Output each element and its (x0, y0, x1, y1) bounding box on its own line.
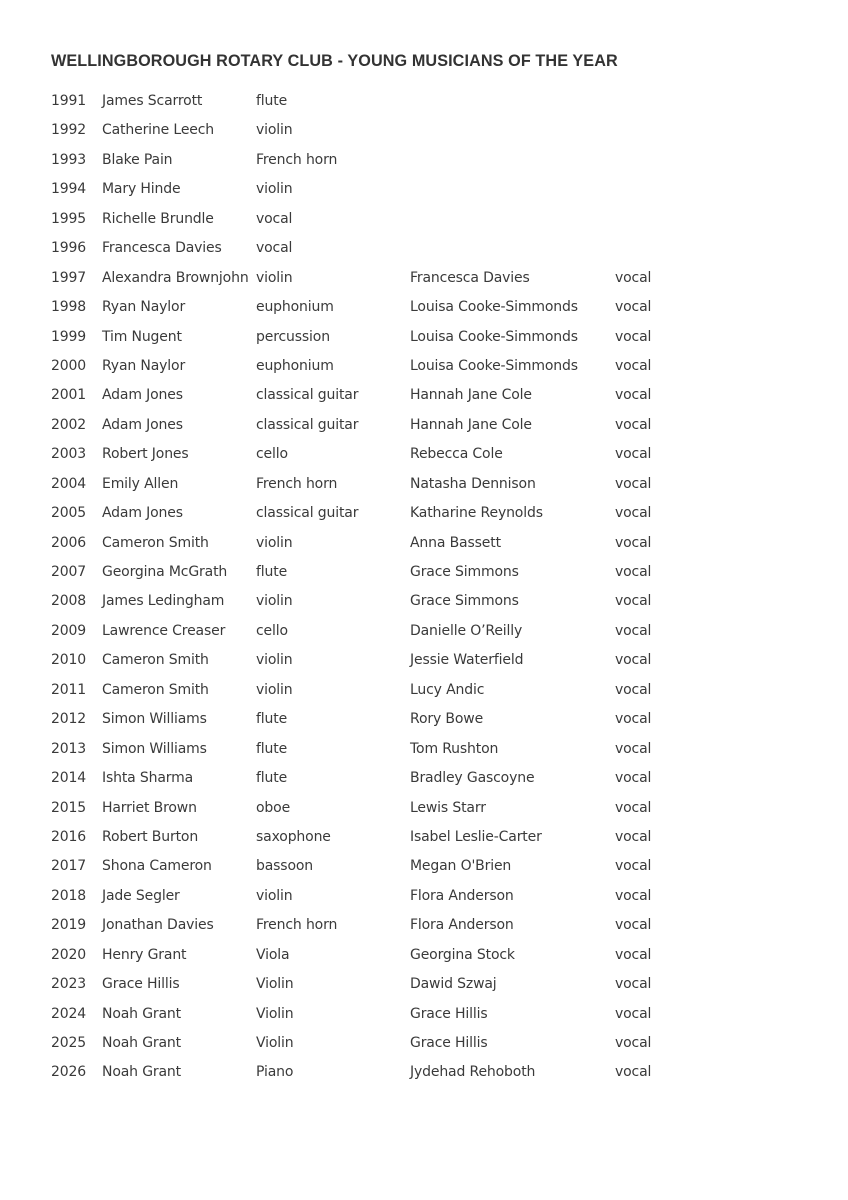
winner-name-cell: Jonathan Davies (102, 917, 214, 934)
vocal-winner-name-cell: Jydehad Rehoboth (410, 1064, 536, 1081)
instrument-cell: Violin (256, 1005, 294, 1022)
year-cell: 2008 (51, 593, 87, 610)
vocal-winner-name-cell: Katharine Reynolds (410, 505, 543, 522)
winner-name-cell: Richelle Brundle (102, 210, 214, 227)
vocal-winner-name-cell: Francesca Davies (410, 269, 530, 286)
year-cell: 1998 (51, 299, 87, 316)
instrument-cell: French horn (256, 475, 338, 492)
winner-name-cell: Catherine Leech (102, 122, 215, 139)
vocal-category-cell: vocal (615, 446, 652, 463)
vocal-category-cell: vocal (615, 475, 652, 492)
year-cell: 1994 (51, 181, 87, 198)
table-row (0, 175, 848, 204)
table-row (0, 558, 848, 587)
vocal-winner-name-cell: Danielle O’Reilly (410, 622, 523, 639)
winner-name-cell: Henry Grant (102, 946, 187, 963)
year-cell: 2023 (51, 976, 87, 993)
winner-name-cell: Ryan Naylor (102, 299, 186, 316)
instrument-cell: French horn (256, 151, 338, 168)
instrument-cell: vocal (256, 210, 293, 227)
winner-name-cell: Noah Grant (102, 1005, 181, 1022)
table-row (0, 823, 848, 852)
vocal-category-cell: vocal (615, 976, 652, 993)
vocal-category-cell: vocal (615, 534, 652, 551)
instrument-cell: flute (256, 711, 288, 728)
winner-name-cell: James Ledingham (102, 593, 225, 610)
winner-name-cell: Jade Segler (102, 887, 180, 904)
vocal-winner-name-cell: Grace Simmons (410, 593, 519, 610)
instrument-cell: Violin (256, 976, 294, 993)
table-row (0, 941, 848, 970)
table-row (0, 1000, 848, 1029)
winner-name-cell: Ishta Sharma (102, 770, 194, 787)
vocal-winner-name-cell: Rebecca Cole (410, 446, 503, 463)
table-row (0, 882, 848, 911)
vocal-category-cell: vocal (615, 299, 652, 316)
table-row (0, 617, 848, 646)
vocal-winner-name-cell: Anna Bassett (410, 534, 501, 551)
vocal-category-cell: vocal (615, 917, 652, 934)
year-cell: 2018 (51, 887, 87, 904)
instrument-cell: violin (256, 534, 293, 551)
year-cell: 2011 (51, 681, 87, 698)
table-row (0, 470, 848, 499)
year-cell: 1993 (51, 151, 87, 168)
year-cell: 2005 (51, 505, 87, 522)
instrument-cell: classical guitar (256, 505, 359, 522)
vocal-category-cell: vocal (615, 711, 652, 728)
instrument-cell: percussion (256, 328, 330, 345)
table-row (0, 264, 848, 293)
year-cell: 1992 (51, 122, 87, 139)
instrument-cell: violin (256, 269, 293, 286)
table-row (0, 794, 848, 823)
vocal-category-cell: vocal (615, 1035, 652, 1051)
vocal-category-cell: vocal (615, 652, 652, 669)
year-cell: 2017 (51, 858, 87, 875)
year-cell: 2013 (51, 740, 87, 757)
vocal-winner-name-cell: Hannah Jane Cole (410, 416, 532, 433)
table-row (0, 440, 848, 469)
vocal-winner-name-cell: Bradley Gascoyne (410, 770, 535, 787)
vocal-category-cell: vocal (615, 740, 652, 757)
table-row (0, 911, 848, 940)
year-cell: 1996 (51, 240, 87, 257)
table-row (0, 205, 848, 234)
year-cell: 2025 (51, 1035, 87, 1051)
winner-name-cell: Blake Pain (102, 151, 173, 168)
winner-name-cell: Cameron Smith (102, 534, 209, 551)
year-cell: 2012 (51, 711, 87, 728)
vocal-category-cell: vocal (615, 564, 652, 580)
vocal-category-cell: vocal (615, 1064, 652, 1081)
year-cell: 2020 (51, 946, 87, 963)
page-title: WELLINGBOROUGH ROTARY CLUB - YOUNG MUSICIANS OF THE YEAR (51, 52, 618, 70)
table-row (0, 352, 848, 381)
table-row (0, 529, 848, 558)
winner-name-cell: Mary Hinde (102, 181, 181, 198)
instrument-cell: violin (256, 122, 293, 139)
table-row (0, 323, 848, 352)
instrument-cell: euphonium (256, 357, 334, 374)
instrument-cell: flute (256, 740, 288, 757)
winner-name-cell: Noah Grant (102, 1035, 181, 1051)
winner-name-cell: Adam Jones (102, 387, 183, 404)
year-cell: 2024 (51, 1005, 87, 1022)
winner-name-cell: Shona Cameron (102, 858, 212, 875)
vocal-winner-name-cell: Hannah Jane Cole (410, 387, 532, 404)
year-cell: 2014 (51, 770, 87, 787)
winner-name-cell: Alexandra Brownjohn (102, 269, 249, 286)
table-row (0, 676, 848, 705)
instrument-cell: Piano (256, 1064, 294, 1081)
vocal-winner-name-cell: Louisa Cooke-Simmonds (410, 357, 578, 374)
table-row (0, 1058, 848, 1087)
winners-table (0, 87, 848, 1088)
vocal-category-cell: vocal (615, 269, 652, 286)
instrument-cell: flute (256, 564, 288, 580)
table-row (0, 705, 848, 734)
table-row (0, 1029, 848, 1058)
instrument-cell: violin (256, 652, 293, 669)
table-row (0, 293, 848, 322)
year-cell: 2001 (51, 387, 87, 404)
table-row (0, 87, 848, 116)
vocal-category-cell: vocal (615, 328, 652, 345)
table-row (0, 764, 848, 793)
vocal-winner-name-cell: Grace Hillis (410, 1005, 488, 1022)
year-cell: 2009 (51, 622, 87, 639)
year-cell: 1995 (51, 210, 87, 227)
year-cell: 2026 (51, 1064, 87, 1081)
instrument-cell: Violin (256, 1035, 294, 1051)
vocal-category-cell: vocal (615, 593, 652, 610)
vocal-category-cell: vocal (615, 505, 652, 522)
vocal-category-cell: vocal (615, 770, 652, 787)
instrument-cell: cello (256, 622, 288, 639)
instrument-cell: saxophone (256, 828, 331, 845)
vocal-winner-name-cell: Lucy Andic (410, 681, 485, 698)
year-cell: 2007 (51, 564, 87, 580)
vocal-winner-name-cell: Grace Simmons (410, 564, 519, 580)
winner-name-cell: Grace Hillis (102, 976, 180, 993)
winner-name-cell: Simon Williams (102, 740, 207, 757)
winner-name-cell: Adam Jones (102, 505, 183, 522)
winner-name-cell: Ryan Naylor (102, 357, 186, 374)
year-cell: 2015 (51, 799, 87, 816)
vocal-category-cell: vocal (615, 416, 652, 433)
vocal-winner-name-cell: Megan O'Brien (410, 858, 512, 875)
vocal-winner-name-cell: Grace Hillis (410, 1035, 488, 1051)
instrument-cell: French horn (256, 917, 338, 934)
instrument-cell: classical guitar (256, 416, 359, 433)
instrument-cell: Viola (256, 946, 290, 963)
table-row (0, 499, 848, 528)
table-row (0, 381, 848, 410)
vocal-category-cell: vocal (615, 1005, 652, 1022)
table-row (0, 970, 848, 999)
table-row (0, 411, 848, 440)
vocal-winner-name-cell: Rory Bowe (410, 711, 484, 728)
vocal-winner-name-cell: Louisa Cooke-Simmonds (410, 299, 578, 316)
winner-name-cell: Cameron Smith (102, 681, 209, 698)
vocal-category-cell: vocal (615, 887, 652, 904)
vocal-category-cell: vocal (615, 946, 652, 963)
vocal-winner-name-cell: Dawid Szwaj (410, 976, 497, 993)
instrument-cell: violin (256, 681, 293, 698)
vocal-category-cell: vocal (615, 357, 652, 374)
instrument-cell: vocal (256, 240, 293, 257)
winner-name-cell: Noah Grant (102, 1064, 181, 1081)
winner-name-cell: Robert Burton (102, 828, 199, 845)
winner-name-cell: James Scarrott (102, 93, 203, 109)
instrument-cell: flute (256, 770, 288, 787)
table-row (0, 852, 848, 881)
table-row (0, 735, 848, 764)
year-cell: 2004 (51, 475, 87, 492)
instrument-cell: violin (256, 593, 293, 610)
instrument-cell: oboe (256, 799, 291, 816)
instrument-cell: cello (256, 446, 288, 463)
year-cell: 2019 (51, 917, 87, 934)
winner-name-cell: Lawrence Creaser (102, 622, 226, 639)
vocal-winner-name-cell: Isabel Leslie-Carter (410, 828, 542, 845)
vocal-winner-name-cell: Jessie Waterfield (410, 652, 524, 669)
year-cell: 1997 (51, 269, 87, 286)
winner-name-cell: Emily Allen (102, 475, 179, 492)
winner-name-cell: Harriet Brown (102, 799, 197, 816)
vocal-winner-name-cell: Natasha Dennison (410, 475, 536, 492)
table-row (0, 646, 848, 675)
winner-name-cell: Francesca Davies (102, 240, 222, 257)
year-cell: 2010 (51, 652, 87, 669)
winner-name-cell: Simon Williams (102, 711, 207, 728)
instrument-cell: classical guitar (256, 387, 359, 404)
vocal-category-cell: vocal (615, 681, 652, 698)
vocal-category-cell: vocal (615, 387, 652, 404)
instrument-cell: violin (256, 887, 293, 904)
table-row (0, 116, 848, 145)
year-cell: 1991 (51, 93, 87, 109)
table-row (0, 234, 848, 263)
vocal-winner-name-cell: Lewis Starr (410, 799, 486, 816)
instrument-cell: euphonium (256, 299, 334, 316)
table-row (0, 587, 848, 616)
year-cell: 2002 (51, 416, 87, 433)
vocal-category-cell: vocal (615, 622, 652, 639)
vocal-category-cell: vocal (615, 828, 652, 845)
table-row (0, 146, 848, 175)
year-cell: 2006 (51, 534, 87, 551)
vocal-winner-name-cell: Georgina Stock (410, 946, 515, 963)
vocal-category-cell: vocal (615, 799, 652, 816)
winner-name-cell: Cameron Smith (102, 652, 209, 669)
winner-name-cell: Tim Nugent (102, 328, 182, 345)
vocal-winner-name-cell: Tom Rushton (410, 740, 499, 757)
year-cell: 2016 (51, 828, 87, 845)
year-cell: 2000 (51, 357, 87, 374)
instrument-cell: violin (256, 181, 293, 198)
year-cell: 1999 (51, 328, 87, 345)
vocal-winner-name-cell: Flora Anderson (410, 887, 514, 904)
winner-name-cell: Georgina McGrath (102, 564, 228, 580)
vocal-winner-name-cell: Louisa Cooke-Simmonds (410, 328, 578, 345)
year-cell: 2003 (51, 446, 87, 463)
instrument-cell: flute (256, 93, 288, 109)
vocal-category-cell: vocal (615, 858, 652, 875)
instrument-cell: bassoon (256, 858, 314, 875)
winner-name-cell: Robert Jones (102, 446, 189, 463)
vocal-winner-name-cell: Flora Anderson (410, 917, 514, 934)
winner-name-cell: Adam Jones (102, 416, 183, 433)
